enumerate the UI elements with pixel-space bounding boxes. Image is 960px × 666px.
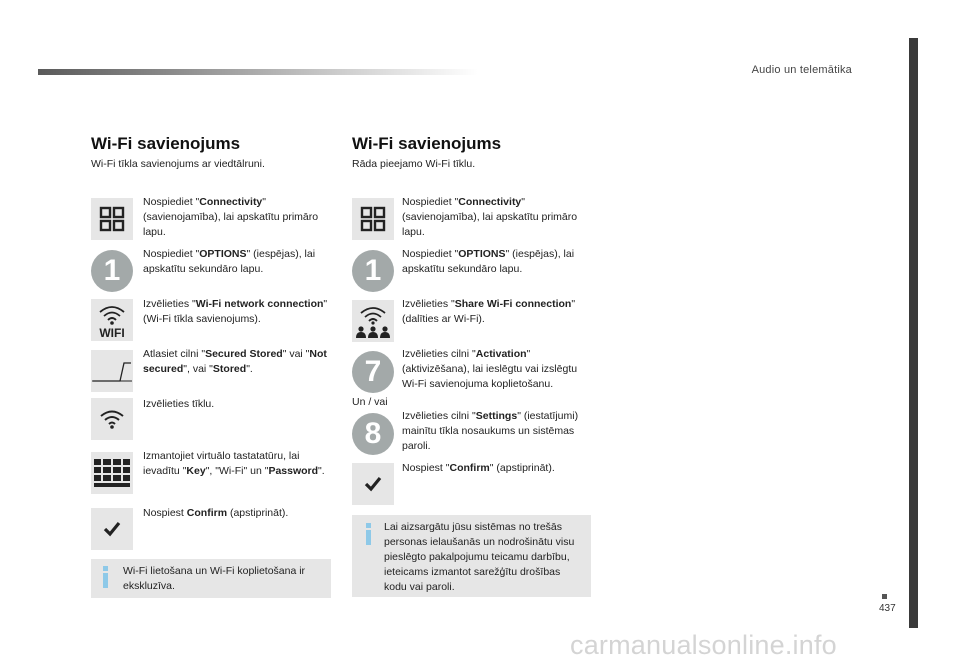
right-step-3: Izvēlieties "Share Wi-Fi connection" (dalīties ar Wi-Fi). <box>402 298 576 325</box>
right-section-title: Wi-Fi savienojums <box>352 134 502 153</box>
keyboard-icon <box>91 452 133 494</box>
left-step-7: Nospiest Confirm (apstiprināt). <box>143 507 289 519</box>
left-info-box <box>91 559 331 598</box>
share-wifi-icon <box>352 300 394 342</box>
right-intro: Rāda pieejamo Wi-Fi tīklu. <box>352 158 476 170</box>
security-tab-icon <box>91 350 133 392</box>
watermark: carmanualsonline.info <box>570 630 837 660</box>
page-side-bar <box>909 38 918 628</box>
right-step-5: Izvēlieties cilni "Settings" (iestatījumi) mainītu tīkla nosaukums un sistēmas paroli. <box>402 410 579 452</box>
wifi-signal-icon <box>91 398 133 440</box>
left-step-3: Izvēlieties "Wi-Fi network connection" (Wi-Fi tīkla savienojums). <box>143 298 328 325</box>
right-step-2: Nospiediet "OPTIONS" (iespējas), lai apskatītu sekundāro lapu. <box>402 248 575 275</box>
right-info-box <box>352 515 591 597</box>
number-7-icon: 7 <box>352 351 394 393</box>
number-1-icon: 1 <box>91 250 133 292</box>
wifi-text-icon <box>91 299 133 341</box>
number-1-icon: 1 <box>352 250 394 292</box>
info-icon <box>366 530 371 545</box>
header-gradient-bar <box>38 69 478 75</box>
info-icon <box>103 573 108 588</box>
left-section-title: Wi-Fi savienojums <box>91 134 241 153</box>
checkmark-icon <box>91 508 133 550</box>
right-step-4: Izvēlieties cilni "Activation" (aktivizēšana), lai ieslēgtu vai izslēgtu Wi-Fi savienojuma koplietošanu. <box>402 348 578 390</box>
connectivity-grid-icon <box>352 198 394 240</box>
left-intro: Wi-Fi tīkla savienojums ar viedtālruni. <box>91 158 265 170</box>
svg-text:WIFI: WIFI <box>99 326 125 340</box>
checkmark-icon <box>352 463 394 505</box>
or-separator: Un / vai <box>352 396 388 408</box>
left-step-6: Izmantojiet virtuālo tastatatūru, lai ievadītu "Key", "Wi-Fi" un "Password". <box>143 450 325 477</box>
right-info-text: Lai aizsargātu jūsu sistēmas no trešās personas ielaušanās un nodrošinātu visu pieslēgto pakalpojumu teicamu darbību, ieteicams izmantot sarežģītu drošības kodu vai paroli. <box>384 521 575 593</box>
number-8-icon: 8 <box>352 413 394 455</box>
right-step-6: Nospiest "Confirm" (apstiprināt). <box>402 462 555 474</box>
connectivity-grid-icon <box>91 198 133 240</box>
right-step-1: Nospiediet "Connectivity" (savienojamība), lai apskatītu primāro lapu. <box>402 196 578 238</box>
left-info-text: Wi-Fi lietošana un Wi-Fi koplietošana ir ekskluzīva. <box>123 565 306 592</box>
left-step-1: Nospiediet "Connectivity" (savienojamība), lai apskatītu primāro lapu. <box>143 196 319 238</box>
left-step-4: Atlasiet cilni "Secured Stored" vai "Not secured", vai "Stored". <box>143 348 327 375</box>
page-number: 437 <box>879 603 896 614</box>
left-step-5: Izvēlieties tīklu. <box>143 398 215 410</box>
page-marker <box>882 594 887 599</box>
left-step-2: Nospiediet "OPTIONS" (iespējas), lai apskatītu sekundāro lapu. <box>143 248 316 275</box>
chapter-title: Audio un telemātika <box>751 64 852 76</box>
